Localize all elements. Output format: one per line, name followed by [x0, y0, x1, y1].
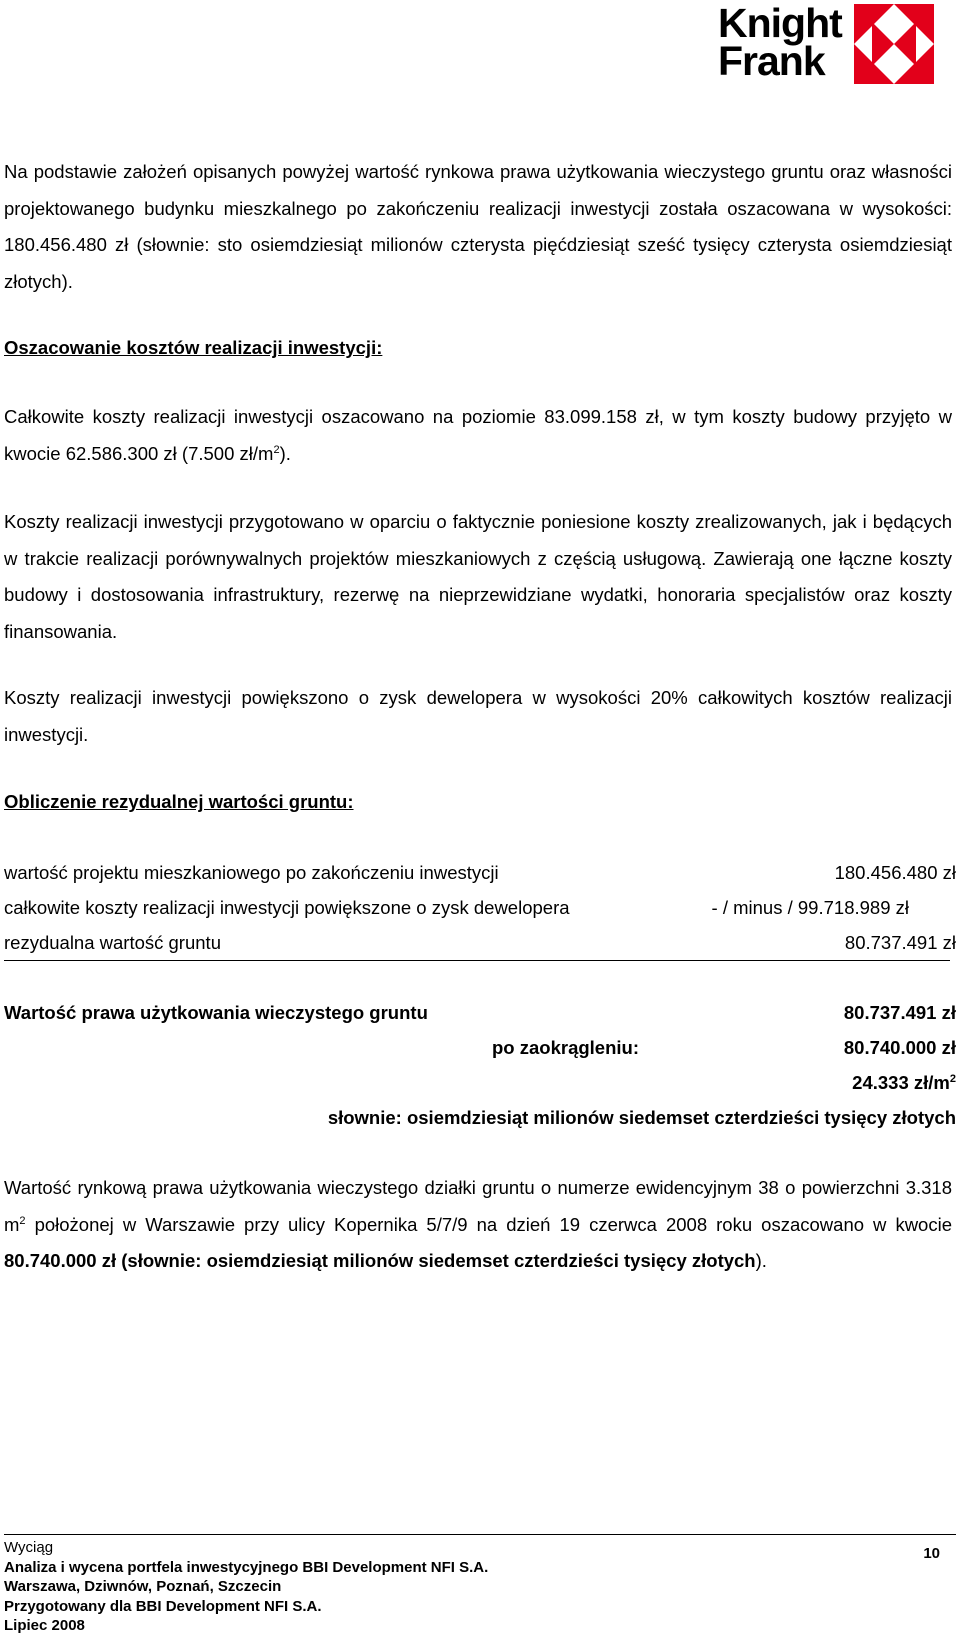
- footer: [4, 1538, 488, 1636]
- footer-line-4: Przygotowany dla BBI Development NFI S.A.: [4, 1597, 322, 1615]
- calc-label: całkowite koszty realizacji inwestycji powiększone o zysk dewelopera: [4, 897, 570, 918]
- calc-label: wartość projektu mieszkaniowego po zakończeniu inwestycji: [4, 862, 499, 883]
- summary-row-per-m2: [4, 1068, 956, 1098]
- superscript: 2: [273, 443, 280, 456]
- footer-line-2: Analiza i wycena portfela inwestycyjnego BBI Development NFI S.A.: [4, 1558, 489, 1576]
- paragraph-developer-profit: Koszty realizacji inwestycji powiększono o zysk dewelopera w wysokości 20% całkowitych kosztów realizacji inwestycji.: [4, 687, 952, 745]
- heading-residual-value: Obliczenie rezydualnej wartości gruntu:: [4, 791, 354, 812]
- summary-label: Wartość prawa użytkowania wieczystego gruntu: [4, 1002, 428, 1023]
- paragraph-total-costs: [4, 399, 952, 472]
- logo-line-2: Frank: [718, 38, 825, 84]
- paragraph-total-costs-text: Całkowite koszty realizacji inwestycji oszacowano na poziomie 83.099.158 zł, w tym koszty budowy przyjęto w kwocie 62.586.300 zł (7.500 zł/m: [4, 406, 952, 464]
- summary-value: 80.740.000 zł: [843, 1037, 956, 1058]
- paragraph-total-costs-end: ).: [279, 442, 291, 464]
- conclusion-amount: 80.740.000 zł (słownie: osiemdziesiąt milionów siedemset czterdzieści tysięcy złotych: [4, 1250, 756, 1271]
- calc-row-total-costs: [4, 893, 909, 923]
- page-number: 10: [923, 1545, 940, 1562]
- calc-value: 80.737.491 zł: [844, 932, 956, 953]
- calc-underline: [4, 960, 950, 961]
- calc-value: 180.456.480 zł: [834, 862, 956, 883]
- conclusion-text-b: położonej w Warszawie przy ulicy Kopernika 5/7/9 na dzień 19 czerwca 2008 roku oszacowano w kwocie: [25, 1213, 952, 1235]
- summary-label: po zaokrągleniu:: [492, 1037, 639, 1058]
- calc-row-project-value: [4, 858, 956, 888]
- summary-value-per-m2: [852, 1068, 956, 1098]
- superscript: 2: [19, 1214, 26, 1227]
- summary-row-words: [4, 1103, 956, 1133]
- logo-wordmark: [718, 0, 848, 84]
- superscript: 2: [949, 1073, 956, 1085]
- paragraph-market-value: Na podstawie założeń opisanych powyżej wartość rynkowa prawa użytkowania wieczystego gruntu oraz własności projektowanego budynku mieszkalnego po zakończeniu realizacji inwestycji została oszacowana w wysokości: 180.456.480 zł (słownie: sto osiemdziesiąt milionów czterysta pięćdziesiąt sześć tysięcy czterysta osiemdziesiąt złotych).: [4, 161, 952, 292]
- calc-row-residual: [4, 928, 956, 958]
- footer-line-5: Lipiec 2008: [4, 1617, 85, 1634]
- calc-label: rezydualna wartość gruntu: [4, 932, 221, 953]
- calc-value: - / minus / 99.718.989 zł: [711, 897, 909, 918]
- footer-line-3: Warszawa, Dziwnów, Poznań, Szczecin: [4, 1578, 282, 1595]
- logo-mark-icon: [854, 4, 934, 84]
- conclusion-text-a: Wartość rynkową prawa użytkowania wieczystego działki gruntu o numerze ewidencyjnym 38 o powierzchni 3.318 m: [4, 1177, 952, 1235]
- summary-value: 24.333 zł/m: [852, 1072, 950, 1093]
- summary-words: słownie: osiemdziesiąt milionów siedemset czterdzieści tysięcy złotych: [327, 1107, 956, 1128]
- knight-frank-logo: [718, 0, 934, 84]
- footer-divider: [4, 1534, 956, 1535]
- footer-line-1: Wyciąg: [4, 1539, 54, 1556]
- summary-value: 80.737.491 zł: [843, 1002, 956, 1023]
- heading-cost-estimation: Oszacowanie kosztów realizacji inwestycji:: [4, 337, 383, 358]
- conclusion-text-c: ).: [755, 1250, 767, 1271]
- paragraph-cost-basis: Koszty realizacji inwestycji przygotowano w oparciu o faktycznie poniesione koszty zrealizowanych, jak i będących w trakcie realizacji porównywalnych projektów mieszkaniowych z częścią usługową. Zawierają one łączne koszty budowy i dostosowania infrastruktury, rezerwę na nieprzewidziane wydatki, honoraria specjalistów oraz koszty finansowania.: [4, 511, 952, 642]
- summary-row-value: [4, 998, 956, 1028]
- logo-line-1: Knight: [718, 0, 842, 46]
- paragraph-conclusion: [4, 1170, 952, 1280]
- summary-row-rounded: [4, 1033, 956, 1063]
